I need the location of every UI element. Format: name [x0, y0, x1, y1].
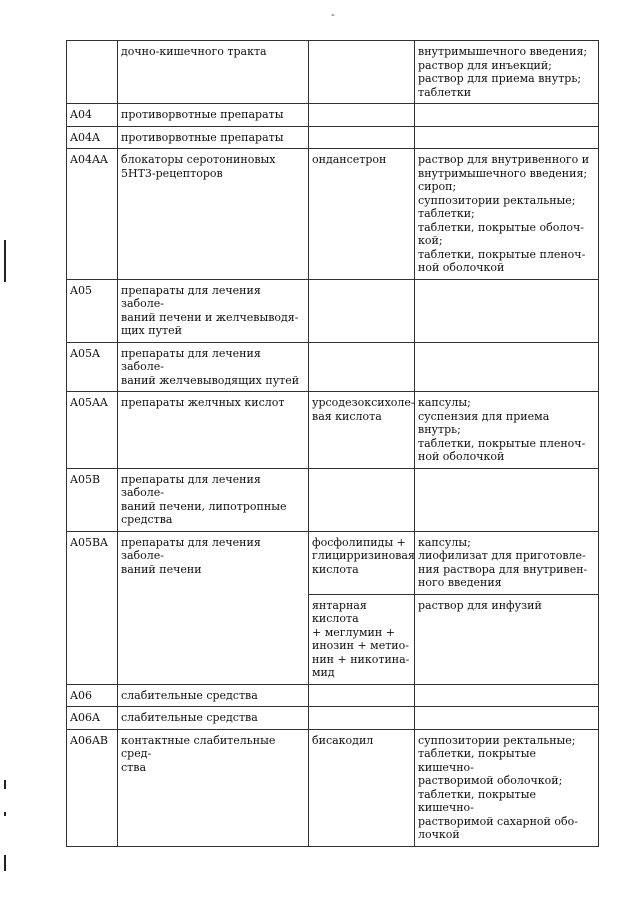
header-mark: - [331, 8, 335, 21]
table-row [67, 531, 599, 594]
dosage-form-cell [415, 126, 599, 149]
drug-name-cell: ондансетрон [309, 149, 415, 280]
drug-name-cell [309, 41, 415, 104]
drug-classification-table [66, 40, 599, 847]
drug-name-cell: фосфолипиды + глицирризиновая кислота [309, 531, 415, 594]
table-row [67, 707, 599, 730]
dosage-form-cell [415, 468, 599, 531]
group-name-cell: слабительные средства [118, 707, 309, 730]
atc-code-cell: A05 [67, 279, 118, 342]
group-name-cell: препараты для лечения заболе- ваний желчевыводящих путей [118, 342, 309, 392]
table-row [67, 729, 599, 846]
scan-mark [4, 812, 6, 816]
drug-name-cell [309, 684, 415, 707]
group-name-cell: препараты желчных кислот [118, 392, 309, 469]
scan-mark [4, 780, 6, 789]
table-row [67, 104, 599, 127]
drug-name-cell [309, 104, 415, 127]
drug-name-cell: янтарная кислота + меглумин + инозин + метио- нин + никотина- мид [309, 594, 415, 684]
dosage-form-cell: капсулы; лиофилизат для приготовле- ния раствора для внутривен- ного введения [415, 531, 599, 594]
dosage-form-cell: капсулы; суспензия для приема внутрь; таблетки, покрытые пленоч- ной оболочкой [415, 392, 599, 469]
table-row [67, 149, 599, 280]
atc-code-cell: A05A [67, 342, 118, 392]
drug-name-cell [309, 342, 415, 392]
dosage-form-cell [415, 104, 599, 127]
dosage-form-cell [415, 707, 599, 730]
group-name-cell: противорвотные препараты [118, 104, 309, 127]
atc-code-cell: A05B [67, 468, 118, 531]
group-name-cell: противорвотные препараты [118, 126, 309, 149]
atc-code-cell: A06A [67, 707, 118, 730]
atc-code-cell: A05BA [67, 531, 118, 684]
atc-code-cell [67, 41, 118, 104]
drug-name-cell [309, 468, 415, 531]
group-name-cell: контактные слабительные сред- ства [118, 729, 309, 846]
drug-name-cell: бисакодил [309, 729, 415, 846]
group-name-cell: блокаторы серотониновых 5HT3-рецепторов [118, 149, 309, 280]
atc-code-cell: A06 [67, 684, 118, 707]
table-row [67, 41, 599, 104]
table-row [67, 684, 599, 707]
scan-mark [4, 855, 6, 871]
dosage-form-cell: суппозитории ректальные; таблетки, покрытые кишечно- растворимой оболочкой; таблетки, покрытые кишечно- растворимой сахарной обо- лочкой [415, 729, 599, 846]
dosage-form-cell: раствор для инфузий [415, 594, 599, 684]
group-name-cell: препараты для лечения заболе- ваний печени, липотропные средства [118, 468, 309, 531]
atc-code-cell: A04A [67, 126, 118, 149]
dosage-form-cell: внутримышечного введения; раствор для инъекций; раствор для приема внутрь; таблетки [415, 41, 599, 104]
group-name-cell: слабительные средства [118, 684, 309, 707]
drug-name-cell [309, 707, 415, 730]
dosage-form-cell: раствор для внутривенного и внутримышечного введения; сироп; суппозитории ректальные; таблетки; таблетки, покрытые оболоч- кой; таблетки, покрытые пленоч- ной оболочкой [415, 149, 599, 280]
dosage-form-cell [415, 342, 599, 392]
drug-name-cell [309, 279, 415, 342]
group-name-cell: дочно-кишечного тракта [118, 41, 309, 104]
dosage-form-cell [415, 279, 599, 342]
dosage-form-cell [415, 684, 599, 707]
drug-name-cell [309, 126, 415, 149]
atc-code-cell: A05AA [67, 392, 118, 469]
table-row [67, 392, 599, 469]
table-row [67, 126, 599, 149]
table-row [67, 468, 599, 531]
drug-name-cell: урсодезоксихоле- вая кислота [309, 392, 415, 469]
table-row [67, 342, 599, 392]
group-name-cell: препараты для лечения заболе- ваний печени [118, 531, 309, 684]
group-name-cell: препараты для лечения заболе- ваний печени и желчевыводя- щих путей [118, 279, 309, 342]
atc-code-cell: A04 [67, 104, 118, 127]
table-row [67, 279, 599, 342]
atc-code-cell: A04AA [67, 149, 118, 280]
scan-mark [4, 240, 6, 282]
atc-code-cell: A06AB [67, 729, 118, 846]
